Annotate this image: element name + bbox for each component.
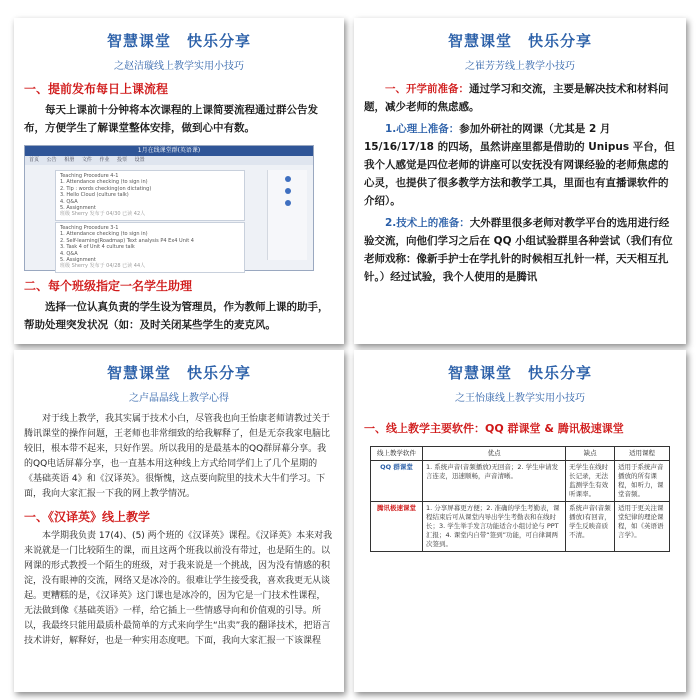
screenshot-tab: 作业 xyxy=(99,157,110,163)
section-heading: 一、《汉译英》线上教学 xyxy=(24,510,151,524)
screenshot-tab: 投票 xyxy=(117,157,128,163)
screenshot-notice-2: Teaching Procedure 3-1 1. Attendance checking (to sign in) 2. Self-learning(Roadmap) Text analysis P4 Ex4 Unit 4 3. Task 4 of Unit 4 culture talk 4. Q&A 5. Assignment 班级 Sherry 发布于 04/28 已读 44人 xyxy=(55,222,245,273)
screenshot-sidebar xyxy=(267,170,307,260)
column-header: 适用课程 xyxy=(615,447,670,461)
table-header-row xyxy=(371,447,670,461)
table-cell: 无学生在线时长记录，无法监测学生有效听课率。 xyxy=(566,461,615,502)
card-subtitle: 之王怡康线上教学实用小技巧 xyxy=(455,393,585,404)
table-row xyxy=(371,502,670,552)
document-card-cui xyxy=(354,18,686,344)
software-comparison-table xyxy=(370,446,670,552)
document-card-lu xyxy=(14,350,344,692)
card-title: 智慧课堂 快乐分享 xyxy=(447,32,592,50)
screenshot-tab: 公告 xyxy=(46,157,57,163)
section-heading: 一、线上教学主要软件：QQ 群课堂 & 腾讯极速课堂 xyxy=(364,422,624,435)
section-heading: 二、每个班级指定一名学生助理 xyxy=(24,279,193,293)
card-subtitle: 之赵洁璇线上教学实用小技巧 xyxy=(114,61,244,72)
paragraph: 本学期我负责 17(4)、(5) 两个班的《汉译英》课程。《汉译英》本来对我来说就是一门比较陌生的课，而且这两个班我以前没有带过，也是陌生的。以网课的形式教授一个陌生的班级，对于我来说是一个挑战，因为没有情感的积淀，没有眼神的交流，网络又是冰冷的。很难让学生接受我，喜欢我更无从谈起。更糟糕的是，《汉译英》这门课也是冰冷的，因为它是一门技术性课程，无法做到像《基础英语》一样，给它插上一些情感导向和价值观的引导。所以，我最终只能用最质朴最简单的方式来向学生“出卖”我的翻译技术，把语言技术讲好，解释好，也是一种实用态度吧。下面，我向大家汇报一下该课程 xyxy=(24,531,333,646)
user-icon xyxy=(285,176,291,182)
card-title: 智慧课堂 快乐分享 xyxy=(447,364,592,382)
card-title: 智慧课堂 快乐分享 xyxy=(106,364,251,382)
paragraph: 每天上课前十分钟将本次课程的上课简要流程通过群公告发布，方便学生了解课堂整体安排，做到心中有数。 xyxy=(24,104,318,134)
section-heading: 一、提前发布每日上课流程 xyxy=(24,82,169,96)
screenshot-tab: 文件 xyxy=(81,157,92,163)
user-icon xyxy=(285,200,291,206)
paragraph: 1.心理上准备：参加外研社的网课（尤其是 2 月 15/16/17/18 的四场，虽然讲座里都是借助的 Unipus 平台，但我个人感觉是四位老师的讲座可以安抚没有网课经验的老师焦虑的心灵，也提供了很多教学方法和教学工具，里面也有直播课软件的介绍）。 xyxy=(364,123,675,207)
card-subtitle: 之崔芳芳线上教学小技巧 xyxy=(465,61,575,72)
card-subtitle: 之卢晶晶线上教学心得 xyxy=(129,393,229,404)
document-card-zhao xyxy=(14,18,344,344)
screenshot-tab: 首页 xyxy=(29,157,40,163)
paragraph: 2.技术上的准备：大外群里很多老师对教学平台的选用进行经验交流，向他们学习之后在 QQ 小组试验群里各种尝试（我们有位老师戏称：像新手护士在学扎针的时候相互扎针一样，天天相互扎针。）经过试验，我个人使用的是腾讯 xyxy=(364,217,673,283)
embedded-screenshot xyxy=(24,145,314,271)
screenshot-notice-1: Teaching Procedure 4-1 1. Attendance checking (to sign in) 2. Tip : words checking(on dictating) 3. Hello Cloud (culture talk) 4. Q&A 5. Assignment 班级 Sherry 发布于 04/30 已读 42人 xyxy=(55,170,245,221)
table-cell: 适用于更关注课堂纪律的理论课程，如《英语语言学》。 xyxy=(615,502,670,552)
screenshot-window-title: 1月在线课堂群(英语课) xyxy=(25,146,313,156)
column-header: 线上教学软件 xyxy=(371,447,423,461)
paragraph: 一、开学前准备：通过学习和交流，主要是解决技术和材料问题，减少老师的焦虑感。 xyxy=(364,83,669,113)
table-cell: 系统声音(音频播放)有回音，学生反映音质不清。 xyxy=(566,502,615,552)
screenshot-tabs xyxy=(25,156,313,165)
screenshot-tab: 设置 xyxy=(134,157,145,163)
screenshot-tab: 相册 xyxy=(64,157,75,163)
paragraph: 选择一位认真负责的学生设为管理员，作为教师上课的助手，帮助处理突发状况（如：及时关闭某些学生的麦克风。 xyxy=(24,301,329,331)
paragraph: 对于线上教学，我其实属于技术小白，尽管我也向王怡康老师请教过关于腾讯课堂的操作问题，王老师也非常细致的给我解释了，但是无奈我家电脑比较旧，根本带不起来，只好作罢。所以我用的是最基本的QQ群屏幕分享。我的QQ电话屏幕分享，也一直基本用这种线上方式给同学们上了几个星期的《基础英语 4》和《汉译英》。很惭愧，这点要向院里的技术大牛们学习。下面，我向大家汇报一下我的网上教学情况。 xyxy=(24,414,331,499)
user-icon xyxy=(285,188,291,194)
table-cell: 适用于系统声音播放的所有课程，如听力，课堂音频。 xyxy=(615,461,670,502)
table-cell: 1. 分享屏幕更方便；2. 准确的学生考勤表，课程结束后可从课堂内导出学生考勤表和在线时长；3. 学生举手发言功能适合小组讨论与 PPT 汇报；4. 课堂内自带“签到”功能，可自律调两次签到。 xyxy=(423,502,566,552)
table-row xyxy=(371,461,670,502)
table-cell: QQ 群课堂 xyxy=(371,461,423,502)
column-header: 优点 xyxy=(423,447,566,461)
table-cell: 腾讯极速课堂 xyxy=(371,502,423,552)
column-header: 缺点 xyxy=(566,447,615,461)
document-card-wang xyxy=(354,350,686,692)
card-title: 智慧课堂 快乐分享 xyxy=(106,32,251,50)
table-cell: 1. 系统声音(音频播放)无回音；2. 学生申请发言连麦，迅速顺畅，声音清晰。 xyxy=(423,461,566,502)
